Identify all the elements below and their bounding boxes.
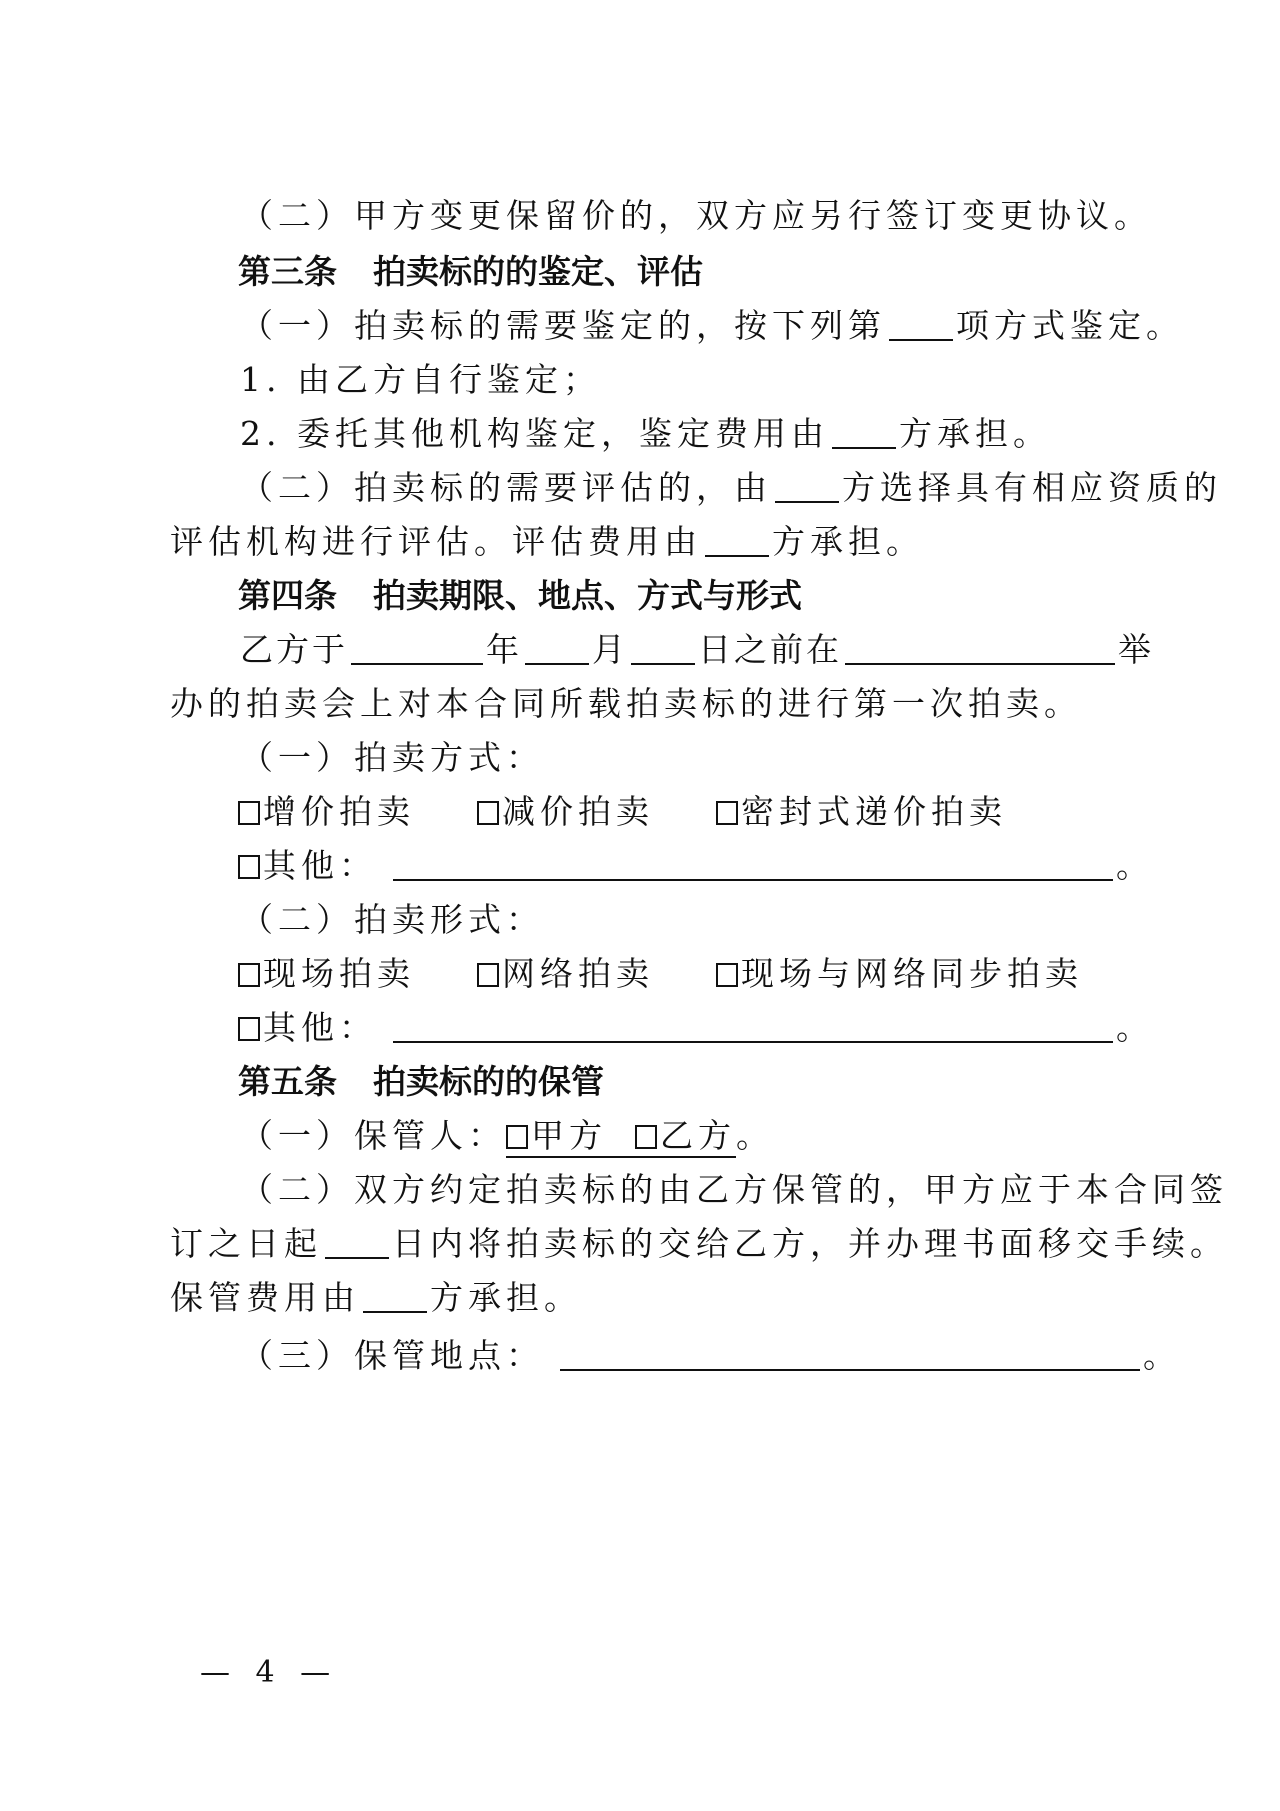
clause-5-1	[240, 1116, 1120, 1156]
clause-3-1-option-1	[240, 360, 1120, 400]
checkbox[interactable]	[477, 801, 499, 825]
clause-5-2-fee	[170, 1278, 1120, 1318]
blank-field-day[interactable]	[631, 633, 695, 665]
text: 评估机构进行评估。评估费用由	[170, 522, 702, 561]
text: （二）拍卖标的需要评估的，由	[240, 468, 772, 507]
checkbox[interactable]	[716, 801, 738, 825]
text: 2. 委托其他机构鉴定，鉴定费用由	[240, 414, 829, 453]
blank-field-other-method[interactable]	[393, 849, 1113, 881]
clause-4-schedule	[240, 630, 1154, 670]
option-party-b[interactable]	[635, 1116, 736, 1156]
text: 日之前在	[698, 630, 842, 669]
clause-3-1-option-2	[240, 414, 1120, 454]
text: 。	[1116, 846, 1154, 885]
text: （二）双方约定拍卖标的由乙方保管的，甲方应于本合同签	[240, 1170, 1228, 1209]
checkbox[interactable]	[477, 963, 499, 987]
article-title: 拍卖标的的保管	[373, 1062, 604, 1101]
option-onsite-online-sync-auction[interactable]	[716, 954, 1083, 994]
auction-method-other	[238, 846, 1188, 886]
text: 。	[736, 1116, 774, 1155]
auction-method-options	[238, 792, 1188, 832]
blank-field-appraisal-fee-party[interactable]	[832, 417, 896, 449]
text: 方承担。	[898, 414, 1051, 453]
option-label: 乙方	[660, 1116, 736, 1155]
text: 。	[1143, 1336, 1181, 1375]
custodian-options	[506, 1116, 736, 1158]
clause-3-2-continued	[170, 522, 1120, 562]
blank-field-evaluator-selecting-party[interactable]	[775, 471, 839, 503]
option-label: 减价拍卖	[502, 792, 654, 831]
text: 方选择具有相应资质的	[842, 468, 1222, 507]
option-ascending-auction[interactable]	[238, 792, 415, 832]
blank-field-evaluation-fee-party[interactable]	[705, 525, 769, 557]
text: （三）保管地点：	[240, 1336, 544, 1375]
clause-4-1-heading	[240, 738, 1120, 778]
clause-5-3	[240, 1336, 1181, 1376]
blank-field-item-number[interactable]	[889, 309, 953, 341]
option-label: 其他：	[263, 846, 377, 885]
clause-3-2	[240, 468, 1222, 508]
option-label: 密封式递价拍卖	[741, 792, 1007, 831]
article-title: 拍卖期限、地点、方式与形式	[373, 576, 802, 615]
clause-4-2-heading	[240, 900, 1120, 940]
option-label: 网络拍卖	[502, 954, 654, 993]
option-label: 增价拍卖	[263, 792, 415, 831]
option-descending-auction[interactable]	[477, 792, 654, 832]
option-onsite-auction[interactable]	[238, 954, 415, 994]
option-label: 甲方	[531, 1116, 607, 1155]
blank-field-month[interactable]	[525, 633, 589, 665]
option-label: 其他：	[263, 1008, 377, 1047]
paragraph-reserve-price-change	[240, 196, 1152, 236]
text: （一）拍卖方式：	[240, 738, 544, 777]
article-number: 第三条	[238, 252, 337, 291]
option-party-a[interactable]	[506, 1116, 607, 1156]
page-number: — 4 —	[200, 1655, 339, 1690]
text: （二）拍卖形式：	[240, 900, 544, 939]
option-label: 现场拍卖	[263, 954, 415, 993]
text: （一）保管人：	[240, 1116, 506, 1155]
text: 乙方于	[240, 630, 348, 669]
clause-3-1	[240, 306, 1184, 346]
text: 方承担。	[430, 1278, 582, 1317]
text: （一）拍卖标的需要鉴定的，按下列第	[240, 306, 886, 345]
blank-field-year[interactable]	[351, 633, 483, 665]
checkbox[interactable]	[635, 1125, 657, 1149]
text: 订之日起	[170, 1224, 322, 1263]
checkbox[interactable]	[238, 801, 260, 825]
article-number: 第五条	[238, 1062, 337, 1101]
text: 月	[592, 630, 628, 669]
article-number: 第四条	[238, 576, 337, 615]
article-4-heading	[238, 576, 1188, 616]
article-title: 拍卖标的的鉴定、评估	[373, 252, 703, 291]
text: 举	[1118, 630, 1154, 669]
article-5-heading	[238, 1062, 1188, 1102]
checkbox[interactable]	[238, 963, 260, 987]
option-label: 现场与网络同步拍卖	[741, 954, 1083, 993]
clause-4-schedule-continued	[170, 684, 1120, 724]
blank-field-handover-days[interactable]	[325, 1227, 389, 1259]
option-online-auction[interactable]	[477, 954, 654, 994]
blank-field-custody-fee-party[interactable]	[363, 1281, 427, 1313]
checkbox-other[interactable]	[238, 1017, 260, 1041]
clause-5-2	[240, 1170, 1228, 1210]
text: （二）甲方变更保留价的，双方应另行签订变更协议。	[240, 196, 1152, 235]
text: 年	[486, 630, 522, 669]
text: 办的拍卖会上对本合同所载拍卖标的进行第一次拍卖。	[170, 684, 1082, 723]
blank-field-auction-location[interactable]	[845, 633, 1115, 665]
checkbox-other[interactable]	[238, 855, 260, 879]
auction-form-options	[238, 954, 1188, 994]
article-3-heading	[238, 252, 1188, 292]
text: 保管费用由	[170, 1278, 360, 1317]
text: 1. 由乙方自行鉴定；	[240, 360, 601, 399]
clause-5-2-continued	[170, 1224, 1228, 1264]
text: 。	[1116, 1008, 1154, 1047]
text: 项方式鉴定。	[956, 306, 1184, 345]
text: 方承担。	[772, 522, 924, 561]
text: 日内将拍卖标的交给乙方，并办理书面移交手续。	[392, 1224, 1228, 1263]
checkbox[interactable]	[716, 963, 738, 987]
option-sealed-bid-auction[interactable]	[716, 792, 1007, 832]
blank-field-custody-location[interactable]	[560, 1339, 1140, 1371]
checkbox[interactable]	[506, 1125, 528, 1149]
blank-field-other-form[interactable]	[393, 1011, 1113, 1043]
auction-form-other	[238, 1008, 1188, 1048]
